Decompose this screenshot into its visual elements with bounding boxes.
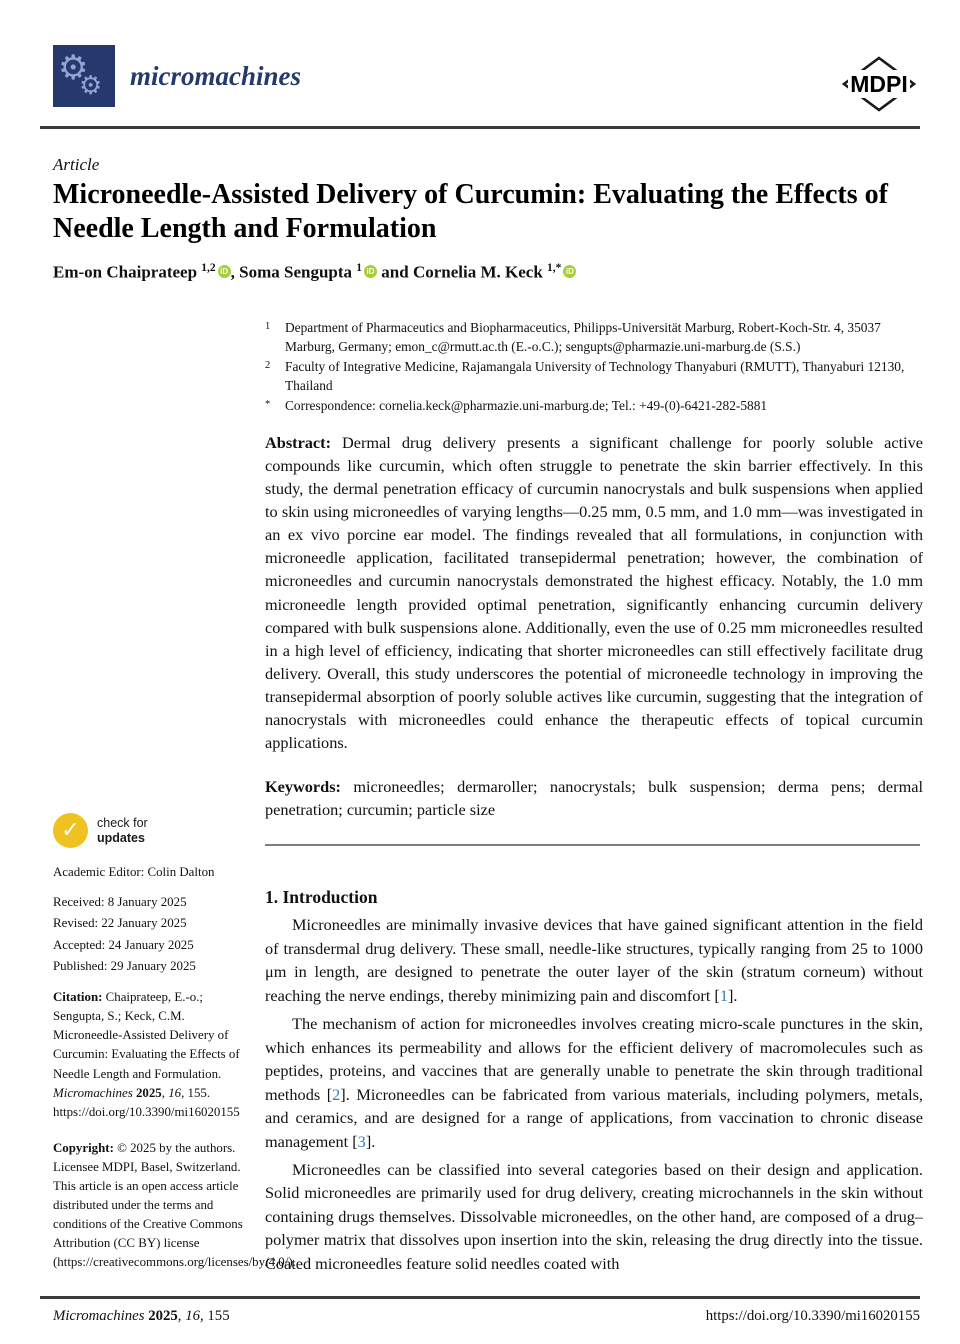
published-date: Published: 29 January 2025 [53, 959, 196, 974]
intro-paragraph-2 [265, 1012, 923, 1153]
revised-date: Revised: 22 January 2025 [53, 916, 187, 931]
gear-icon: ⚙ [58, 48, 89, 88]
citation-volume: 16 [168, 1085, 182, 1100]
paragraph-text: ]. Microneedles can be fabricated from various materials, including polymers, metals, and ceramics, and are designed for a range of applications, from vaccination to chronic disease management [ [265, 1084, 923, 1151]
citation-block [53, 988, 251, 1122]
author-name: and Cornelia M. Keck [377, 262, 548, 282]
footer-volume: 16 [185, 1308, 200, 1324]
affiliation-text: Faculty of Integrative Medicine, Rajamangala University of Technology Thanyaburi (RMUTT), Thanyaburi 12130, Thailand [285, 358, 905, 394]
paper-title: Microneedle-Assisted Delivery of Curcumin: Evaluating the Effects of Needle Length and Formulation [53, 179, 888, 245]
paragraph-text: Microneedles can be classified into several categories based on their design and application. Solid microneedles are primarily used for drug delivery, creating microchannels in the skin without containing drugs themselves. Dissolvable microneedles, on the other hand, are composed of a drug–polymer matrix that dissolves upon insertion into the skin, releasing the drug directly into the tissue. Coated microneedles feature solid needles coated with [265, 1159, 923, 1273]
footer-sep: , [177, 1308, 186, 1324]
badge-line-1: check for [97, 816, 148, 831]
author-affil-sup: 1,2 [201, 262, 216, 274]
check-for-updates-badge[interactable] [53, 813, 251, 848]
article-dates [53, 895, 251, 975]
mdpi-logo [840, 55, 918, 113]
orcid-icon[interactable]: iD [563, 265, 576, 278]
correspondence-text[interactable]: Correspondence: cornelia.keck@pharmazie.uni-marburg.de; Tel.: +49-(0)-6421-282-5881 [285, 397, 768, 413]
keywords [265, 775, 923, 821]
author-line [53, 262, 921, 283]
copyright-block [53, 1139, 296, 1273]
citation-authors: Chaiprateep, E.-o.; Sengupta, S.; Keck, C.M. Microneedle-Assisted Delivery of Curcumin: Evaluating the Effects of Needle Length and Formulation. [53, 990, 240, 1081]
citation-ref-2[interactable]: 2 [332, 1084, 341, 1104]
journal-logo [53, 45, 301, 107]
correspondence [265, 396, 923, 415]
intro-paragraph-1 [265, 913, 923, 1007]
citation-journal: Micromachines [53, 1085, 133, 1100]
orcid-icon[interactable]: iD [218, 265, 231, 278]
keywords-label: Keywords: [265, 776, 341, 796]
affiliation-marker: 2 [265, 359, 271, 371]
affiliation-1 [265, 318, 923, 357]
affiliation-text: Department of Pharmaceutics and Biopharmaceutics, Philipps-Universität Marburg, Robert-Koch-Str. 4, 35037 Marburg, Germany; emon_c@rmutt.ac.th (E.-o.C.); sengupts@pharmazie.uni-marburg.de (S.S.) [285, 320, 881, 355]
paragraph-text: ]. [365, 1131, 376, 1151]
article-type-label: Article [53, 155, 100, 174]
citation-ref-3[interactable]: 3 [357, 1131, 366, 1151]
paragraph-text: ]. [727, 985, 738, 1005]
copyright-label: Copyright: [53, 1140, 114, 1155]
intro-paragraph-3 [265, 1158, 923, 1275]
author-affil-sup: 1 [356, 262, 363, 274]
check-for-updates-label [97, 816, 148, 845]
abstract [265, 431, 923, 754]
keywords-text: microneedles; dermaroller; nanocrystals; bulk suspension; derma pens; dermal penetration; curcumin; particle size [265, 776, 923, 819]
footer-year: 2025 [144, 1308, 178, 1324]
author-affil-sup: 1,* [547, 262, 562, 274]
main-column [265, 318, 923, 1294]
abstract-label: Abstract: [265, 433, 332, 453]
footer-doi-link[interactable]: https://doi.org/10.3390/mi16020155 [705, 1308, 920, 1324]
journal-name: micromachines [130, 60, 302, 91]
footer-page: , 155 [200, 1308, 230, 1324]
footer-divider [40, 1296, 920, 1299]
page-footer [53, 1308, 920, 1325]
citation-label: Citation: [53, 990, 103, 1005]
orcid-icon[interactable]: iD [364, 265, 377, 278]
received-date: Received: 8 January 2025 [53, 894, 187, 909]
affiliation-marker: 1 [265, 321, 271, 332]
header-divider [40, 126, 920, 129]
copyright-text: © 2025 by the authors. Licensee MDPI, Basel, Switzerland. This article is an open access article distributed under the terms and conditions of the Creative Commons Attribution (CC BY) license (https://creativecommons.org/licenses/by/4.0/). [53, 1140, 296, 1270]
check-icon: ✓ [53, 813, 88, 848]
footer-journal: Micromachines [53, 1308, 145, 1324]
mdpi-wordmark: MDPI [850, 71, 908, 97]
affiliation-2 [265, 357, 923, 396]
gear-icon: ⚙ [79, 71, 103, 101]
abstract-text: Dermal drug delivery presents a significant challenge for poorly soluble active compounds like curcumin, which often struggle to penetrate the skin barrier effectively. In this study, the dermal penetration efficacy of curcumin nanocrystals and bulk suspensions when applied to skin using microneedles of varying lengths—0.25 mm, 0.5 mm, and 1.0 mm—was investigated in an ex vivo porcine ear model. The findings revealed that all formulations, in conjunction with microneedle application, facilitated transepidermal penetration; however, the combination of microneedles and curcumin nanocrystals demonstrated the highest efficacy. Notably, the 1.0 mm microneedle length provided optimal penetration, significantly enhancing curcumin delivery compared with bulk suspensions alone. Additionally, even the use of 0.25 mm microneedles resulted in a high level of efficiency, indicating that shorter microneedles can still effectively facilitate drug delivery. Overall, this study underscores the potential of microneedle technology in improving the transepidermal absorption of poorly soluble actives like curcumin, suggesting that the integration of nanocrystals with microneedles could enhance the therapeutic effects of topical curcumin applications. [265, 433, 923, 752]
accepted-date: Accepted: 24 January 2025 [53, 937, 194, 952]
page-header [53, 45, 918, 115]
affiliation-marker: * [265, 398, 271, 410]
author-name: , Soma Sengupta [230, 262, 357, 282]
citation-doi[interactable]: , 155. https://doi.org/10.3390/mi16020155 [53, 1085, 240, 1119]
citation-ref-1[interactable]: 1 [719, 985, 728, 1005]
footer-citation [53, 1308, 230, 1325]
paragraph-text: Microneedles are minimally invasive devices that have gained significant attention in the field of transdermal drug delivery. These small, needle-like structures, typically ranging from 25 to 1000 μm in length, are designed to penetrate the outer layer of the skin (stratum corneum) without reaching the nerve endings, thereby minimizing pain and discomfort [ [265, 915, 923, 1005]
citation-year: 2025 [135, 1085, 162, 1100]
paragraph-text: The mechanism of action for microneedles involves creating micro-scale punctures in the skin, which enhances its permeability and allows for the efficient delivery of macromolecules such as peptides, proteins, and vaccines that are generally unable to penetrate the skin through traditional methods [ [265, 1014, 923, 1104]
section-heading-introduction: 1. Introduction [265, 887, 378, 908]
badge-line-2: updates [97, 830, 145, 845]
academic-editor: Academic Editor: Colin Dalton [53, 865, 215, 879]
citation-sep: , [161, 1085, 169, 1100]
article-meta-sidebar [53, 813, 296, 1273]
author-name: Em-on Chaiprateep [53, 262, 202, 282]
micromachines-logo-mark [53, 45, 115, 107]
section-divider [265, 844, 920, 847]
